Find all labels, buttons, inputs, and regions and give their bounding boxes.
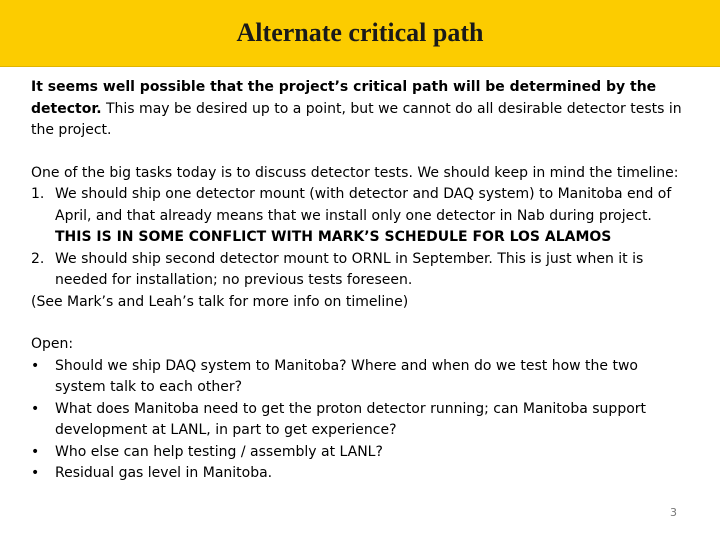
open-item-text: Who else can help testing / assembly at LANL? bbox=[55, 443, 383, 460]
intro-bold-text: It seems well possible that the project’s critical path will be determined by the detector. bbox=[31, 79, 657, 117]
timeline-item-text: We should ship second detector mount to ORNL in September. This is just when it is needed for installation; no previous tests foreseen. bbox=[55, 250, 644, 288]
open-item-text: Should we ship DAQ system to Manitoba? Where and when do we test how the two system talk to each other? bbox=[55, 357, 638, 395]
timeline-item-text: We should ship one detector mount (with detector and DAQ system) to Manitoba end of April, and that already means that we install only one detector in Nab during project. bbox=[55, 186, 672, 224]
timeline-note: (See Mark’s and Leah’s talk for more info on timeline) bbox=[31, 293, 409, 310]
open-item-text: What does Manitoba need to get the proton detector running; can Manitoba support development at LANL, in part to get experience? bbox=[55, 400, 647, 438]
open-item bbox=[31, 356, 691, 399]
slide-title: Alternate critical path bbox=[236, 18, 484, 47]
open-item bbox=[31, 442, 691, 464]
list-number: 1. bbox=[31, 186, 45, 202]
intro-paragraph bbox=[31, 77, 691, 142]
bullet-icon: • bbox=[31, 443, 40, 460]
timeline-item bbox=[31, 249, 691, 292]
open-item bbox=[31, 463, 691, 485]
timeline-lead: One of the big tasks today is to discuss detector tests. We should keep in mind the timeline: bbox=[31, 164, 679, 181]
open-item-text: Residual gas level in Manitoba. bbox=[55, 465, 273, 481]
bullet-icon: • bbox=[31, 357, 40, 374]
timeline-item-bold-text: THIS IS IN SOME CONFLICT WITH MARK’S SCHEDULE FOR LOS ALAMOS bbox=[55, 229, 612, 245]
bullet-icon: • bbox=[31, 400, 40, 417]
title-bar bbox=[0, 0, 720, 67]
bullet-icon: • bbox=[31, 465, 40, 481]
intro-text: This may be desired up to a point, but we cannot do all desirable detector tests in the project. bbox=[31, 100, 682, 138]
page-number: 3 bbox=[670, 506, 677, 519]
open-heading: Open: bbox=[31, 336, 74, 352]
list-number: 2. bbox=[31, 250, 45, 267]
timeline-item bbox=[31, 184, 691, 249]
slide-body bbox=[31, 77, 691, 485]
open-item bbox=[31, 399, 691, 442]
